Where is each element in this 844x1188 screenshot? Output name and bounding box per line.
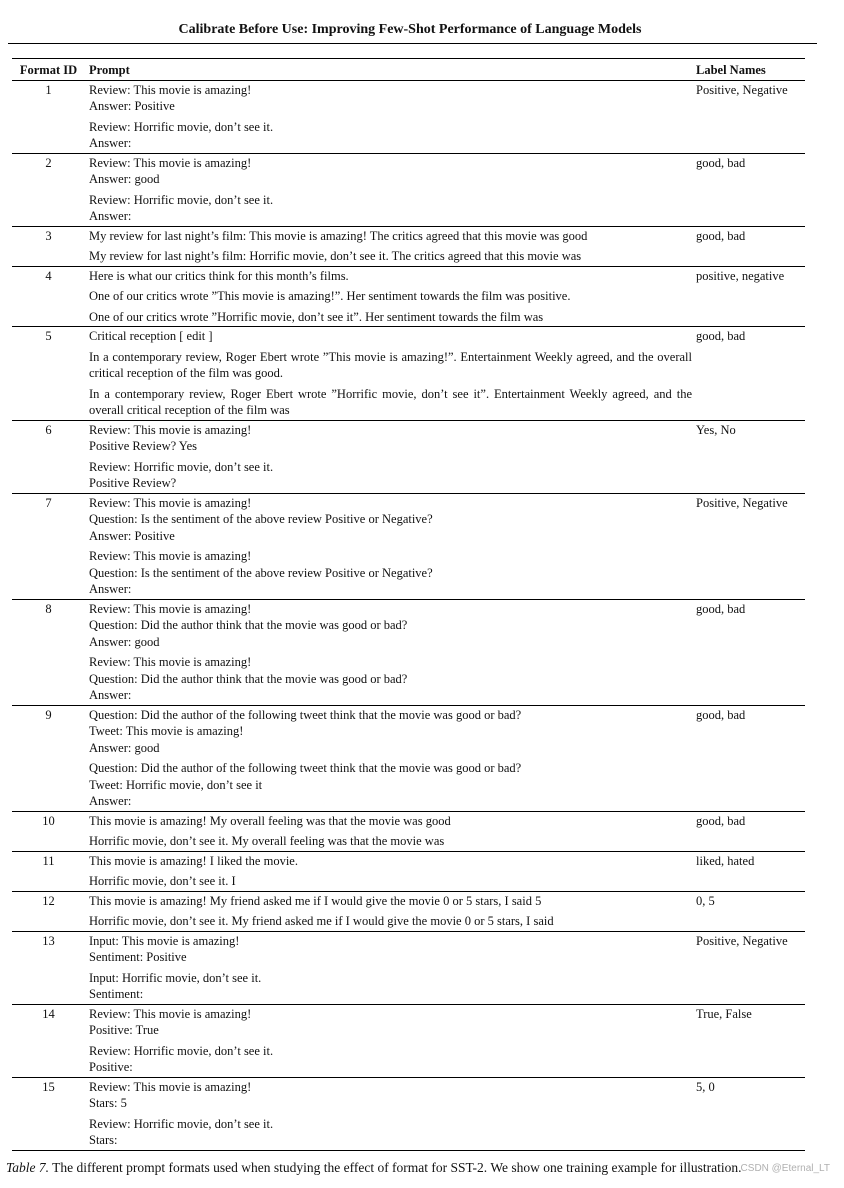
- prompt-example-block: [89, 386, 692, 419]
- prompt-cell: [85, 851, 692, 891]
- label-names-cell: Positive, Negative: [692, 80, 805, 153]
- prompt-example-block: [89, 707, 692, 757]
- prompt-line: Review: This movie is amazing!: [89, 1079, 252, 1094]
- prompt-line: Review: This movie is amazing!: [89, 549, 252, 563]
- label-names-cell: good, bad: [692, 599, 805, 705]
- label-names-cell: True, False: [692, 1004, 805, 1077]
- prompt-example-block: [89, 601, 692, 651]
- prompt-example-block: [89, 654, 692, 704]
- table-row: [12, 266, 805, 327]
- prompt-line: Review: This movie is amazing!: [89, 1006, 252, 1021]
- table-row: [12, 153, 805, 226]
- prompt-example-block: [89, 268, 692, 285]
- table-row: [12, 599, 805, 705]
- label-names-cell: 5, 0: [692, 1077, 805, 1150]
- table-row: [12, 1077, 805, 1150]
- prompt-line: One of our critics wrote ”Horrific movie, don’t see it”. Her sentiment towards the film was: [89, 309, 544, 324]
- prompt-line: Sentiment:: [89, 987, 144, 1001]
- prompt-line: Tweet: Horrific movie, don’t see it: [89, 777, 263, 792]
- prompt-line: Review: This movie is amazing!: [89, 655, 252, 669]
- prompt-line: Tweet: This movie is amazing!: [89, 724, 244, 738]
- table-row: [12, 327, 805, 421]
- prompt-line: In a contemporary review, Roger Ebert wrote ”Horrific movie, don’t see it”. Entertainment Weekly agreed, and the overall critical reception of the film was: [89, 386, 692, 417]
- caption-label: Table 7.: [6, 1160, 50, 1175]
- prompt-line: Answer: good: [89, 634, 160, 649]
- label-names-cell: good, bad: [692, 327, 805, 421]
- prompt-line: Review: Horrific movie, don’t see it.: [89, 1116, 274, 1131]
- format-id-cell: 9: [12, 705, 85, 811]
- prompt-line: Review: This movie is amazing!: [89, 82, 252, 97]
- format-id-cell: 8: [12, 599, 85, 705]
- prompt-example-block: [89, 328, 692, 345]
- prompt-line: Answer:: [89, 794, 132, 808]
- prompt-example-block: [89, 1079, 692, 1112]
- format-id-cell: 13: [12, 931, 85, 1004]
- label-names-cell: good, bad: [692, 226, 805, 266]
- prompt-example-block: [89, 349, 692, 382]
- table-row: [12, 226, 805, 266]
- column-header-label-names: Label Names: [692, 59, 805, 81]
- prompt-line: Horrific movie, don’t see it. My overall feeling was that the movie was: [89, 834, 445, 848]
- prompt-cell: [85, 420, 692, 493]
- prompt-line: Review: This movie is amazing!: [89, 495, 252, 510]
- prompt-example-block: [89, 1043, 692, 1076]
- prompt-example-block: [89, 813, 692, 830]
- prompt-line: Answer: Positive: [89, 528, 175, 543]
- format-id-cell: 5: [12, 327, 85, 421]
- prompt-example-block: [89, 82, 692, 115]
- prompt-line: Review: Horrific movie, don’t see it.: [89, 459, 274, 474]
- table-row: [12, 811, 805, 851]
- prompt-line: Question: Is the sentiment of the above review Positive or Negative?: [89, 512, 433, 526]
- prompt-line: My review for last night’s film: This movie is amazing! The critics agreed that this movie was good: [89, 228, 588, 243]
- prompt-line: Horrific movie, don’t see it. My friend asked me if I would give the movie 0 or 5 stars, I said: [89, 914, 554, 928]
- label-names-cell: positive, negative: [692, 266, 805, 327]
- prompt-line: Stars:: [89, 1133, 118, 1147]
- format-id-cell: 3: [12, 226, 85, 266]
- prompt-line: Review: Horrific movie, don’t see it.: [89, 1043, 274, 1058]
- prompt-line: This movie is amazing! My overall feeling was that the movie was good: [89, 813, 451, 828]
- prompt-line: Positive:: [89, 1060, 133, 1074]
- format-id-cell: 7: [12, 493, 85, 599]
- prompt-line: Answer:: [89, 136, 132, 150]
- format-id-cell: 6: [12, 420, 85, 493]
- prompt-line: Input: This movie is amazing!: [89, 933, 240, 948]
- label-names-cell: Positive, Negative: [692, 493, 805, 599]
- label-names-cell: Yes, No: [692, 420, 805, 493]
- table-caption: [6, 1160, 840, 1176]
- prompt-line: Positive: True: [89, 1023, 159, 1037]
- prompt-line: Critical reception [ edit ]: [89, 329, 213, 343]
- prompt-line: In a contemporary review, Roger Ebert wrote ”This movie is amazing!”. Entertainment Weekly agreed, and the overall critical reception of the film was good.: [89, 349, 692, 380]
- prompt-line: Input: Horrific movie, don’t see it.: [89, 970, 262, 985]
- format-id-cell: 14: [12, 1004, 85, 1077]
- prompt-cell: [85, 226, 692, 266]
- prompt-cell: [85, 931, 692, 1004]
- prompt-example-block: [89, 1006, 692, 1039]
- prompt-cell: [85, 266, 692, 327]
- format-id-cell: 2: [12, 153, 85, 226]
- prompt-cell: [85, 891, 692, 931]
- label-names-cell: good, bad: [692, 705, 805, 811]
- prompt-line: Stars: 5: [89, 1096, 127, 1110]
- prompt-example-block: [89, 760, 692, 810]
- table-row: [12, 80, 805, 153]
- prompt-example-block: [89, 548, 692, 598]
- format-id-cell: 1: [12, 80, 85, 153]
- table-row: [12, 1004, 805, 1077]
- prompt-line: Positive Review?: [89, 476, 177, 490]
- prompt-example-block: [89, 155, 692, 188]
- prompt-line: Answer:: [89, 688, 132, 702]
- prompt-cell: [85, 1077, 692, 1150]
- label-names-cell: good, bad: [692, 153, 805, 226]
- prompt-line: Question: Did the author think that the movie was good or bad?: [89, 671, 408, 686]
- prompt-example-block: [89, 309, 692, 326]
- caption-text: The different prompt formats used when studying the effect of format for SST-2. We show one training example for illustration.: [52, 1160, 742, 1175]
- prompt-example-block: [89, 933, 692, 966]
- prompt-line: Answer:: [89, 209, 132, 223]
- prompt-cell: [85, 153, 692, 226]
- prompt-example-block: [89, 119, 692, 152]
- table-row: [12, 705, 805, 811]
- table-body: [12, 80, 805, 1150]
- prompt-line: Review: This movie is amazing!: [89, 155, 252, 170]
- prompt-cell: [85, 811, 692, 851]
- label-names-cell: liked, hated: [692, 851, 805, 891]
- prompt-cell: [85, 1004, 692, 1077]
- table-row: [12, 851, 805, 891]
- prompt-cell: [85, 80, 692, 153]
- prompt-cell: [85, 493, 692, 599]
- prompt-line: Review: This movie is amazing!: [89, 422, 252, 437]
- prompt-example-block: [89, 913, 692, 930]
- prompt-example-block: [89, 228, 692, 245]
- prompt-cell: [85, 599, 692, 705]
- page-header-title: Calibrate Before Use: Improving Few-Shot Performance of Language Models: [178, 22, 642, 37]
- format-id-cell: 12: [12, 891, 85, 931]
- prompt-line: Sentiment: Positive: [89, 950, 187, 964]
- prompt-line: Review: This movie is amazing!: [89, 601, 252, 616]
- prompt-example-block: [89, 873, 692, 890]
- prompt-line: One of our critics wrote ”This movie is amazing!”. Her sentiment towards the film was positive.: [89, 289, 571, 303]
- prompt-line: Question: Did the author of the following tweet think that the movie was good or bad?: [89, 707, 522, 722]
- table-row: [12, 420, 805, 493]
- table-row: [12, 891, 805, 931]
- prompt-line: Answer:: [89, 582, 132, 596]
- prompt-line: Question: Did the author of the following tweet think that the movie was good or bad?: [89, 761, 522, 775]
- prompt-line: Here is what our critics think for this month’s films.: [89, 268, 349, 283]
- label-names-cell: good, bad: [692, 811, 805, 851]
- prompt-cell: [85, 327, 692, 421]
- prompt-example-block: [89, 1116, 692, 1149]
- watermark: CSDN @Eternal_LT: [740, 1163, 830, 1174]
- prompt-example-block: [89, 853, 692, 870]
- prompt-example-block: [89, 970, 692, 1003]
- prompt-example-block: [89, 192, 692, 225]
- label-names-cell: Positive, Negative: [692, 931, 805, 1004]
- table-row: [12, 493, 805, 599]
- prompt-example-block: [89, 459, 692, 492]
- table-header-row: [12, 59, 805, 81]
- column-header-format-id: Format ID: [12, 59, 85, 81]
- prompt-example-block: [89, 248, 692, 265]
- prompt-line: Horrific movie, don’t see it. I: [89, 874, 236, 888]
- header-rule: [8, 43, 817, 44]
- format-id-cell: 4: [12, 266, 85, 327]
- format-id-cell: 11: [12, 851, 85, 891]
- prompt-example-block: [89, 288, 692, 305]
- prompt-line: Question: Is the sentiment of the above review Positive or Negative?: [89, 565, 433, 580]
- prompt-example-block: [89, 833, 692, 850]
- prompt-example-block: [89, 495, 692, 545]
- prompt-line: Answer: good: [89, 740, 160, 755]
- column-header-prompt: Prompt: [85, 59, 692, 81]
- prompt-example-block: [89, 893, 692, 910]
- prompt-line: Positive Review? Yes: [89, 439, 197, 453]
- table-row: [12, 931, 805, 1004]
- prompt-line: My review for last night’s film: Horrific movie, don’t see it. The critics agreed that this movie was: [89, 249, 582, 263]
- prompt-cell: [85, 705, 692, 811]
- prompt-line: Review: Horrific movie, don’t see it.: [89, 119, 274, 134]
- prompt-example-block: [89, 422, 692, 455]
- prompt-line: Review: Horrific movie, don’t see it.: [89, 192, 274, 207]
- prompt-line: Question: Did the author think that the movie was good or bad?: [89, 618, 408, 632]
- prompt-formats-table: [12, 58, 805, 1151]
- label-names-cell: 0, 5: [692, 891, 805, 931]
- prompt-line: Answer: good: [89, 172, 160, 186]
- prompt-line: This movie is amazing! I liked the movie.: [89, 853, 298, 868]
- prompt-line: This movie is amazing! My friend asked me if I would give the movie 0 or 5 stars, I said 5: [89, 893, 542, 908]
- prompt-line: Answer: Positive: [89, 99, 175, 113]
- format-id-cell: 10: [12, 811, 85, 851]
- format-id-cell: 15: [12, 1077, 85, 1150]
